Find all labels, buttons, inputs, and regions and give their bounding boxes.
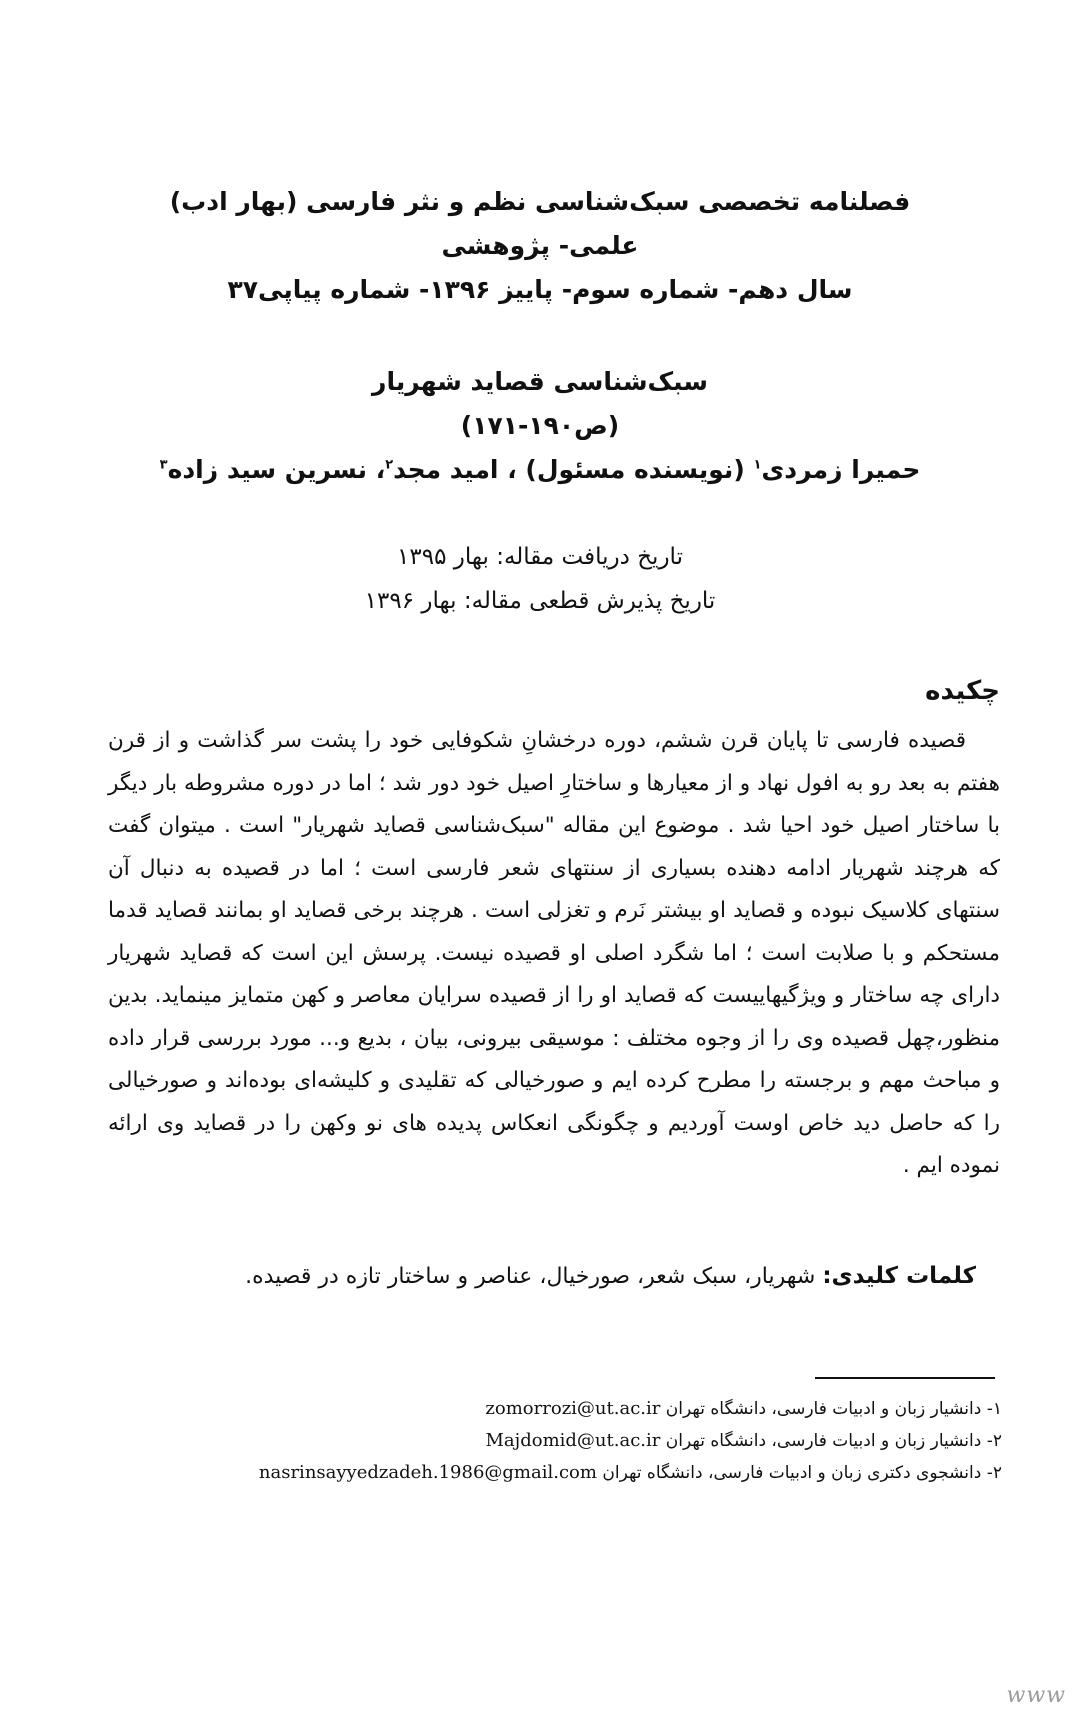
author-name: امید مجد — [393, 455, 499, 484]
footnote-affiliation: ۲- دانشجوی دکتری زبان و ادبیات فارسی، دانشگاه تهران — [602, 1463, 1002, 1483]
footnote-affiliation: ۲- دانشیار زبان و ادبیات فارسی، دانشگاه تهران — [665, 1431, 1002, 1451]
article-header — [0, 360, 1080, 492]
footnote-email: zomorrozi@ut.ac.ir — [485, 1398, 661, 1419]
author-footnote-mark: ۲ — [385, 457, 394, 473]
journal-name: فصلنامه تخصصی سبک‌شناسی نظم و نثر فارسی (بهار ادب) — [169, 187, 911, 216]
article-authors — [0, 448, 1080, 492]
author-footnote-mark: ۱ — [753, 457, 762, 473]
keywords-text: شهریار، سبک شعر، صورخیال، عناصر و ساختار تازه در قصیده. — [245, 1264, 823, 1289]
footnote-divider — [815, 1377, 995, 1379]
keywords — [108, 1256, 976, 1297]
article-title: سبک‌شناسی قصاید شهریار — [372, 367, 708, 396]
journal-issue: سال دهم- شماره سوم- پاییز ۱۳۹۶- شماره پیاپی۳۷ — [227, 275, 853, 304]
footnote-email: nasrinsayyedzadeh.1986@gmail.com — [258, 1462, 597, 1483]
author-footnote-mark: ۳ — [159, 457, 168, 473]
author-role: ، — [367, 455, 386, 484]
footnote — [120, 1393, 1002, 1425]
abstract-text: قصیده فارسی تا پایان قرن ششم، دوره درخشانِ شکوفایی خود را پشت سر گذاشت و از قرن هفتم به بعد رو به افول نهاد و از معیارها و ساختارِ اصیل خود دور شد ؛ اما در دوره مشروطه بار دیگر با ساختار اصیل خود احیا شد . موضوع این مقاله "سبک‌شناسی قصاید شهریار" است . میتوان گفت که هرچند شهریار ادامه دهنده بسیاری از سنتهای شعر فارسی است ؛ اما در قصیده به دنبال آن سنتهای کلاسیک نبوده و قصاید او بیشتر نَرم و تغزلی است . هرچند برخی قصاید او بمانند قصاید قدما مستحکم و با صلابت است ؛ اما شگرد اصلی او قصیده نیست. پرسش این است که قصاید شهریار دارای چه ساختار و ویژگیهاییست که قصاید او را از قصیده سرایان معاصر و کهن متمایز مینماید. بدین منظور،چهل قصیده وی را از وجوه مختلف : موسیقی بیرونی، بیان ، بدیع و... مورد بررسی قرار داده و مباحث مهم و برجسته را مطرح کرده ایم و صورخیالی که تقلیدی و کلیشه‌ای بوده‌اند و صورخیالی را که حاصل دید خاص اوست آوردیم و چگونگی انعکاس پدیده های نو وکهن را در قصاید وی ارائه نموده ایم . — [108, 728, 1000, 1178]
author-name: نسرین سید زاده — [167, 455, 368, 484]
abstract-heading: چکیده — [925, 676, 1000, 706]
footnote-email: Majdomid@ut.ac.ir — [485, 1430, 661, 1451]
author-name: حمیرا زمردی — [761, 455, 921, 484]
received-date: تاریخ دریافت مقاله: بهار ۱۳۹۵ — [397, 544, 683, 570]
footnote — [120, 1457, 1002, 1489]
keywords-label: کلمات کلیدی: — [822, 1263, 976, 1289]
abstract-body — [108, 720, 1000, 1188]
footnote-affiliation: ۱- دانشیار زبان و ادبیات فارسی، دانشگاه تهران — [665, 1399, 1002, 1419]
accepted-date: تاریخ پذیرش قطعی مقاله: بهار ۱۳۹۶ — [364, 588, 716, 614]
article-pages: (ص۱۹۰-۱۷۱) — [460, 411, 620, 440]
author-role: (نویسنده مسئول) ، — [498, 455, 754, 484]
corner-watermark: www — [1006, 1683, 1066, 1708]
footnote — [120, 1425, 1002, 1457]
journal-type: علمی- پژوهشی — [441, 231, 639, 260]
footnotes — [120, 1393, 1002, 1489]
article-dates — [0, 535, 1080, 623]
journal-header — [0, 180, 1080, 312]
